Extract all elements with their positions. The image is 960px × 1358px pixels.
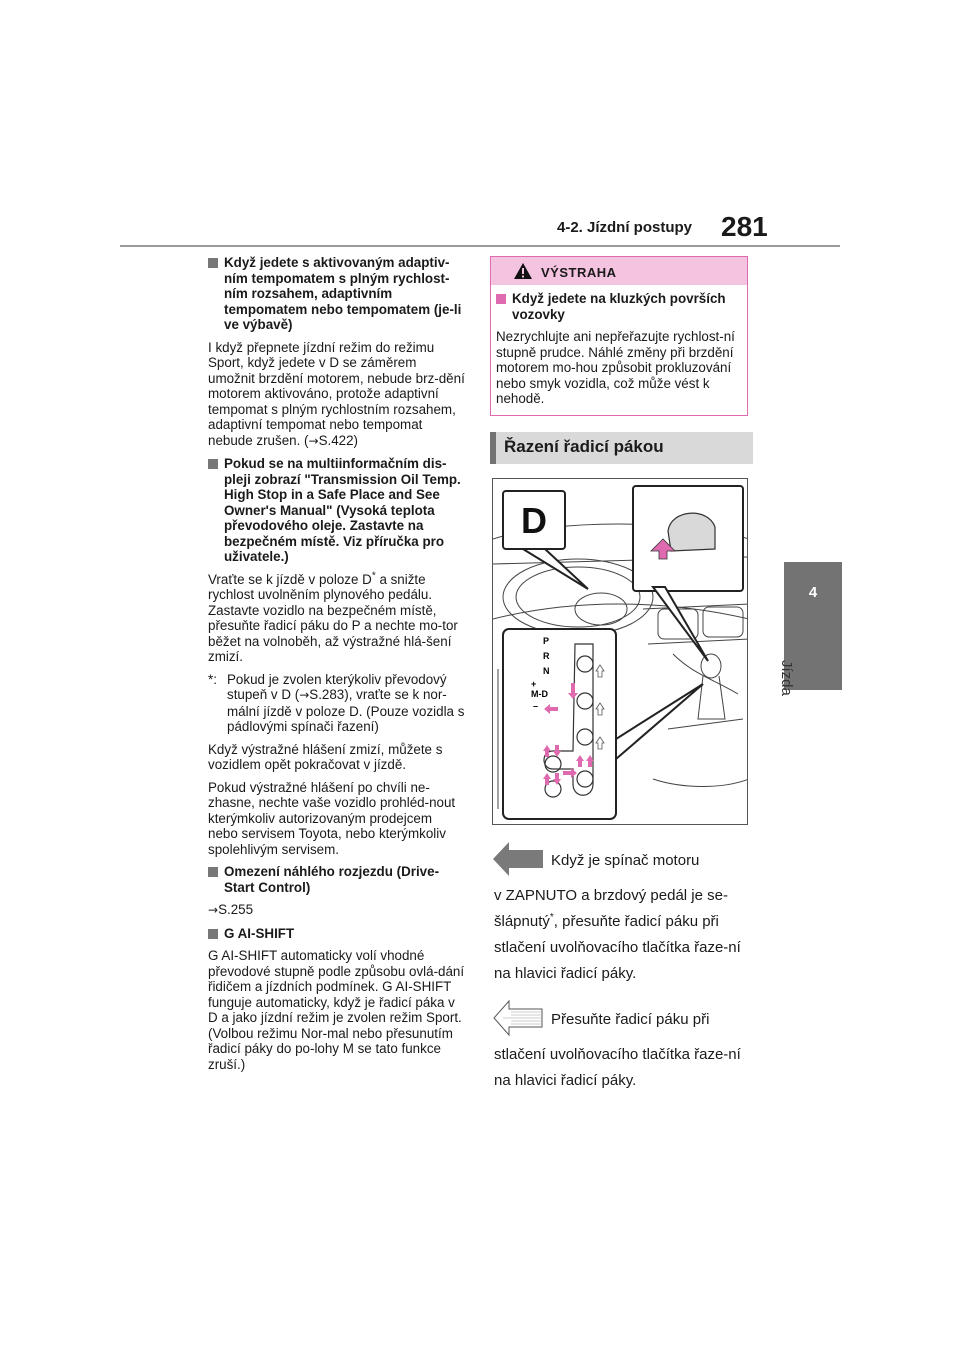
shift-lever-illustration: [492, 478, 748, 825]
item-body-cruise: I když přepnete jízdní režim do režimu Sport, když jedete v D se záměrem umožnit brzdění motorem, nebude brz-dění motorem aktivováno, protože adaptivní tempomat s plným rychlostním rozsahem, adaptivní tempomat nebo tempomat nebude zrušen. (→S.422): [208, 339, 465, 448]
gate-label-plus: +: [531, 679, 537, 689]
warning-body: [496, 291, 744, 407]
page-number: 281: [721, 211, 768, 242]
step-arrow-dark-icon: [493, 839, 543, 879]
item-body-ai-shift: G AI-SHIFT automaticky volí vhodné převodové stupně podle způsobu ovlá-dání řidičem a jízdních podmínek. G AI-SHIFT funguje automaticky, když je řadicí páka v D a jako jízdní režim je zvolen režim Sport. (Volbou režimu Nor-mal nebo přesunutím řadicí páky do po-lohy M se tato funkce zruší.): [208, 948, 465, 1072]
warning-text: Nezrychlujte ani nepřeřazujte rychlost-ní stupně prudce. Náhlé změny při brzdění motorem mo-hou způsobit prokluzování nebo smyk vozidla, což může vést k nehodě.: [496, 329, 735, 406]
step1-text-start: Když je spínač motoru: [551, 852, 700, 869]
page-reference: →S.255: [208, 902, 254, 917]
gate-label-p: P: [543, 636, 550, 646]
shift-gate-panel: [503, 629, 616, 819]
paragraph: Pokud výstražné hlášení po chvíli ne-zhasne, nechte vaše vozidlo prohléd-nout kterýmkoliv autorizovaným prodejcem nebo servisem Toyota, nebo kterýmkoliv spolehlivým servisem.: [208, 779, 456, 857]
item-heading-ai-shift: G AI-SHIFT: [208, 926, 465, 942]
bullet-square-icon: [208, 929, 218, 939]
step2-text: stlačení uvolňovacího tlačítka řaze-ní na hlavici řadicí páky.: [494, 1046, 741, 1089]
item-heading-cruise: Když jedete s aktivovaným adaptiv-ním tempomatem s plným rychlost-ním rozsahem, adaptivním tempomatem nebo tempomatem (je-li ve výbavě): [208, 255, 465, 333]
gate-label-minus: –: [533, 701, 539, 711]
step1-text: v ZAPNUTO a brzdový pedál je se-šlápnutý*, přesuňte řadicí páku při stlačení uvolňovacího tlačítka řaze-ní na hlavici řadicí páky.: [494, 887, 741, 982]
gate-label-md: M-D: [531, 689, 548, 699]
left-column: [208, 255, 465, 1079]
footnote: *: Pokud je zvolen kterýkoliv převodový stupeň v D (→S.283), vraťte se k nor-mální jízdě v poloze D. (Pouze vozidla s pádlovými spínači řazení): [208, 671, 465, 734]
item-heading-drive-start: Omezení náhlého rozjezdu (Drive-Start Control): [208, 864, 465, 895]
item-heading-transmission-temp: Pokud se na multiinformačním dis-pleji zobrazí "Transmission Oil Temp. High Stop in a Safe Place and See Owner's Manual" (Vysoká teplota převodového oleje. Zastavte na bezpečném místě. Viz příručka pro uživatele.): [208, 456, 465, 565]
bullet-square-icon: [208, 459, 218, 469]
gate-label-n: N: [543, 666, 550, 676]
item-body-transmission-temp: Vraťte se k jízdě v poloze D* a snižte rychlost uvolněním plynového pedálu. Zastavte vozidlo na bezpečném místě, přesuňte řadicí páku do P a nechte mo-tor běžet na volnoběh, až výstražné hlá-šení zmizí.: [208, 570, 458, 664]
step2-text-start: Přesuňte řadicí páku při: [551, 1011, 710, 1028]
chapter-tab-number: 4: [808, 584, 818, 601]
section-title: 4-2. Jízdní postupy: [557, 219, 693, 236]
paragraph: Když výstražné hlášení zmizí, můžete s vozidlem opět pokračovat v jízdě.: [208, 741, 443, 772]
step-arrow-light-icon: [493, 998, 543, 1038]
header-divider: [120, 245, 840, 247]
page-ref-arrow-icon: →: [299, 688, 310, 702]
warning-heading: Když jedete na kluzkých površích vozovky: [496, 291, 744, 322]
section-heading: Řazení řadicí pákou: [504, 437, 664, 456]
bullet-square-icon: [496, 294, 506, 304]
warning-title: VÝSTRAHA: [541, 265, 617, 280]
page-ref-arrow-icon: →: [308, 433, 319, 448]
callout-d-letter: D: [521, 500, 547, 541]
page-ref-arrow-icon: →: [208, 903, 219, 917]
dashboard-drawing: [493, 479, 748, 825]
gate-label-r: R: [543, 651, 550, 661]
bullet-square-icon: [208, 867, 218, 877]
bullet-square-icon: [208, 258, 218, 268]
warning-triangle-icon: [513, 262, 533, 280]
chapter-tab-label: Jízda: [778, 660, 795, 696]
